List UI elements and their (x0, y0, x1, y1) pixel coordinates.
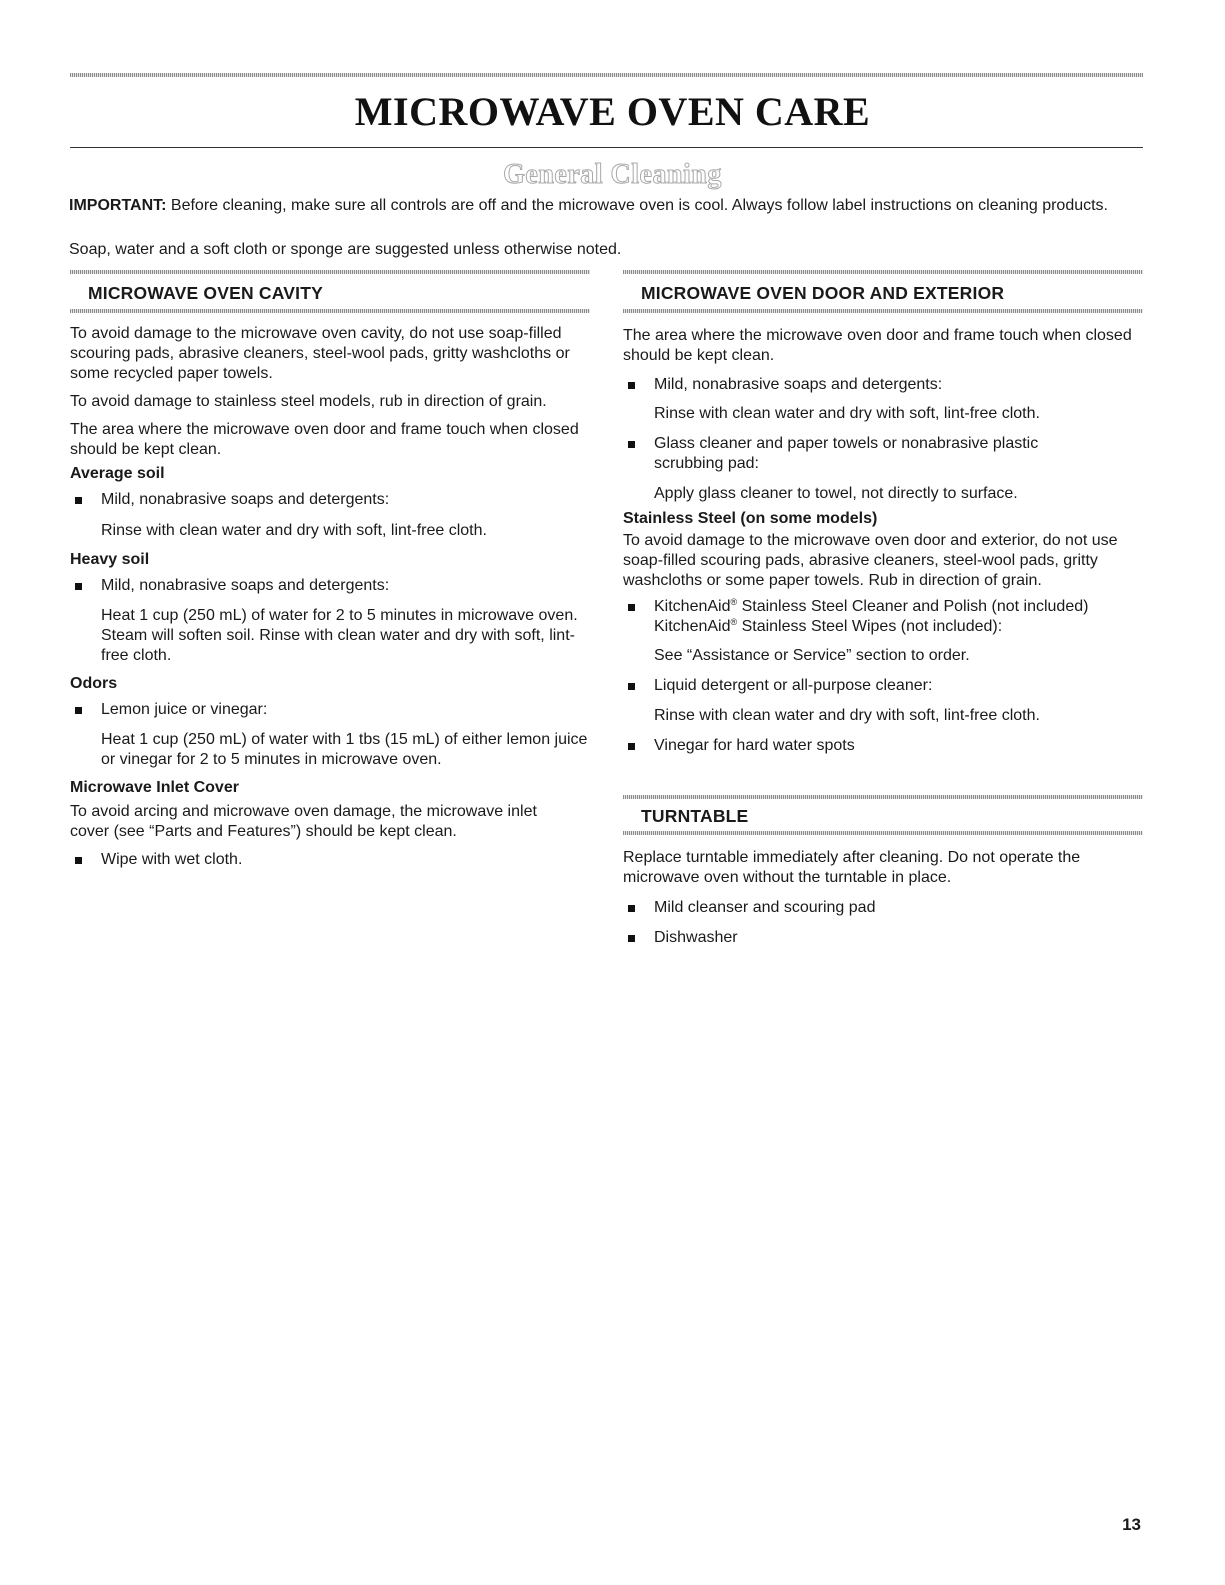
list-item: Glass cleaner and paper towels or nonabrasive plastic scrubbing pad: (623, 434, 1094, 474)
list-item: Mild, nonabrasive soaps and detergents: (623, 375, 1143, 395)
list-item: Mild cleanser and scouring pad (623, 898, 1143, 918)
bullet-icon (628, 441, 635, 448)
turntable-list (623, 898, 1143, 948)
left-column (70, 324, 595, 870)
bullet-icon (75, 583, 82, 590)
stainless-detail-1: See “Assistance or Service” section to order. (654, 647, 970, 664)
turntable-heading-rule-bottom (623, 831, 1143, 835)
important-note (69, 196, 1149, 215)
bullet-icon (75, 497, 82, 504)
left-paragraph-3: The area where the microwave oven door and frame touch when closed should be kept clean. (70, 421, 579, 458)
section-subtitle: General Cleaning (503, 159, 722, 190)
stainless-detail-2: Rinse with clean water and dry with soft, lint-free cloth. (654, 707, 1040, 724)
right-paragraph-1: The area where the microwave oven door and frame touch when closed should be kept clean. (623, 327, 1132, 364)
right-column (623, 326, 1143, 756)
bullet-icon (628, 935, 635, 942)
registered-mark: ® (730, 617, 738, 627)
stainless-list-1 (623, 597, 1143, 637)
left-paragraph-2: To avoid damage to stainless steel models, rub in direction of grain. (70, 393, 547, 410)
right-heading-rule-top (623, 270, 1143, 274)
heavy-soil-detail: Heat 1 cup (250 mL) of water for 2 to 5 minutes in microwave oven. Steam will soften soil. Rinse with clean water and dry with soft, lint-free cloth. (101, 607, 578, 664)
inlet-cover-heading: Microwave Inlet Cover (70, 779, 239, 796)
stainless-steel-heading: Stainless Steel (on some models) (623, 510, 878, 527)
title-underline (70, 147, 1143, 148)
stainless-steel-text: To avoid damage to the microwave oven door and exterior, do not use soap-filled scouring pads, abrasive cleaners, steel-wool pads, gritty washcloths or some paper towels. Rub in direction of grain. (623, 532, 1118, 589)
heavy-soil-heading: Heavy soil (70, 551, 150, 568)
bullet-icon (628, 905, 635, 912)
left-section-heading: MICROWAVE OVEN CAVITY (88, 283, 323, 303)
important-label: IMPORTANT: (69, 197, 167, 214)
right-section-heading: MICROWAVE OVEN DOOR AND EXTERIOR (641, 283, 1005, 303)
door-list-2 (623, 434, 1143, 474)
turntable-heading: TURNTABLE (641, 806, 749, 826)
page-title: MICROWAVE OVEN CARE (354, 89, 871, 134)
top-dotted-rule (70, 73, 1143, 77)
door-list-1 (623, 375, 1143, 395)
bullet-icon (628, 604, 635, 611)
list-item: Liquid detergent or all-purpose cleaner: (623, 676, 1143, 696)
door-detail-1: Rinse with clean water and dry with soft, lint-free cloth. (654, 405, 1040, 422)
left-paragraph-1: To avoid damage to the microwave oven cavity, do not use soap-filled scouring pads, abrasive cleaners, steel-wool pads, gritty washcloths or some recycled paper towels. (70, 325, 570, 382)
heavy-soil-list (70, 576, 595, 596)
list-item: Vinegar for hard water spots (623, 736, 1143, 756)
registered-mark: ® (730, 597, 738, 607)
list-item: Lemon juice or vinegar: (70, 700, 595, 720)
bullet-icon (628, 683, 635, 690)
turntable-content (623, 848, 1143, 948)
average-soil-list (70, 490, 595, 510)
odors-heading: Odors (70, 675, 118, 692)
bullet-icon (628, 743, 635, 750)
inlet-cover-list (70, 850, 595, 870)
important-text: Before cleaning, make sure all controls are off and the microwave oven is cool. Always follow label instructions on cleaning products. (166, 197, 1108, 214)
list-item: KitchenAid® Stainless Steel Cleaner and Polish (not included) KitchenAid® Stainless Steel Wipes (not included): (623, 597, 1143, 637)
average-soil-detail: Rinse with clean water and dry with soft, lint-free cloth. (101, 522, 487, 539)
inlet-cover-text: To avoid arcing and microwave oven damage, the microwave inlet cover (see “Parts and Features”) should be kept clean. (70, 803, 537, 840)
odors-list (70, 700, 595, 720)
stainless-list-3 (623, 736, 1143, 756)
page-number: 13 (1122, 1515, 1141, 1534)
bullet-icon (75, 857, 82, 864)
bullet-icon (75, 707, 82, 714)
list-item: Wipe with wet cloth. (70, 850, 595, 870)
stainless-list-2 (623, 676, 1143, 696)
list-item: Dishwasher (623, 928, 1143, 948)
list-item: Mild, nonabrasive soaps and detergents: (70, 490, 595, 510)
turntable-text: Replace turntable immediately after cleaning. Do not operate the microwave oven without the turntable in place. (623, 849, 1081, 886)
turntable-heading-rule-top (623, 795, 1143, 799)
intro-text: Soap, water and a soft cloth or sponge are suggested unless otherwise noted. (69, 241, 622, 258)
odors-detail: Heat 1 cup (250 mL) of water with 1 tbs (15 mL) of either lemon juice or vinegar for 2 to 5 minutes in microwave oven. (101, 731, 588, 768)
right-heading-rule-bottom (623, 309, 1143, 313)
left-heading-rule-bottom (70, 309, 590, 313)
list-item: Mild, nonabrasive soaps and detergents: (70, 576, 595, 596)
door-detail-2: Apply glass cleaner to towel, not directly to surface. (654, 485, 1018, 502)
bullet-icon (628, 382, 635, 389)
left-heading-rule-top (70, 270, 590, 274)
average-soil-heading: Average soil (70, 465, 165, 482)
